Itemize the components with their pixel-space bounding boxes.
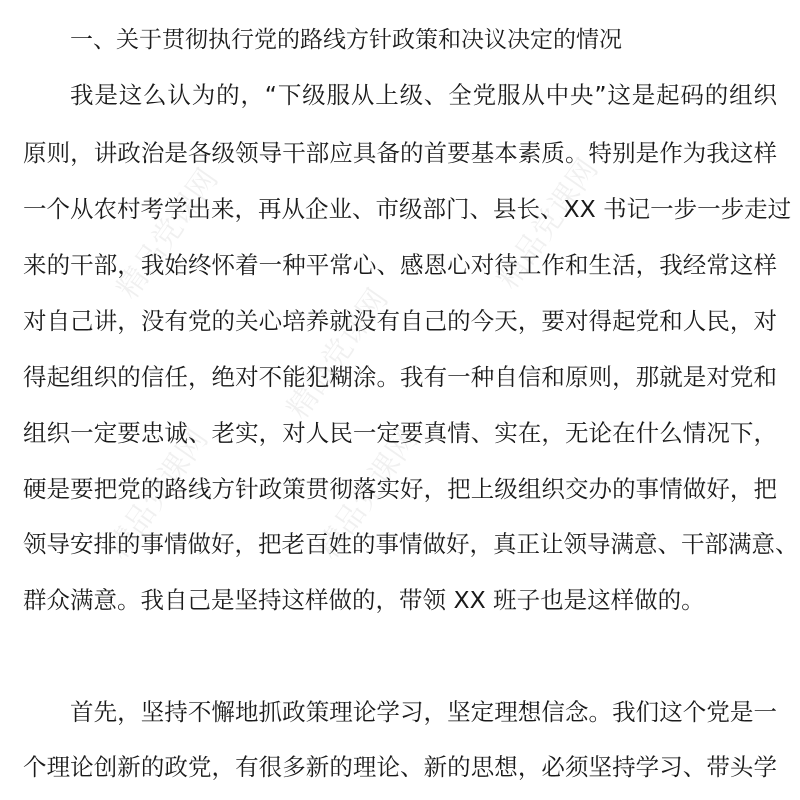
text-line: 组织一定要忠诚、老实，对人民一定要真情、实在，无论在什么情况下， <box>23 419 777 447</box>
text-line: 个理论创新的政党，有很多新的理论、新的思想，必须坚持学习、带头学 <box>23 753 777 781</box>
text-line: 原则，讲政治是各级领导干部应具备的首要基本素质。特别是作为我这样 <box>23 139 777 167</box>
text-line: 对自己讲，没有党的关心培养就没有自己的今天，要对得起党和人民，对 <box>23 307 777 335</box>
text-line: 领导安排的事情做好，把老百姓的事情做好，真正让领导满意、干部满意、 <box>23 530 799 558</box>
watermark: 精品党课网 <box>490 152 606 296</box>
text-line: 一个从农村考学出来，再从企业、市级部门、县长、XX 书记一步一步走过 <box>23 195 792 223</box>
text-line: 硬是要把党的路线方针政策贯彻落实好，把上级组织交办的事情做好，把 <box>23 475 777 503</box>
section-heading: 一、关于贯彻执行党的路线方针政策和决议决定的情况 <box>70 27 622 53</box>
text-line: 得起组织的信任，绝对不能犯糊涂。我有一种自信和原则，那就是对党和 <box>23 363 777 391</box>
text-line: 来的干部，我始终怀着一种平常心、感恩心对待工作和生活，我经常这样 <box>23 251 777 279</box>
watermark: 精品党课网 <box>100 422 216 566</box>
watermark: 精品党课网 <box>110 162 226 306</box>
text-line: 首先，坚持不懈地抓政策理论学习，坚定理想信念。我们这个党是一 <box>70 698 777 726</box>
watermark: 精品党课网 <box>310 422 426 566</box>
text-line: 我是这么认为的，“下级服从上级、全党服从中央”这是起码的组织 <box>70 81 777 109</box>
text-line: 群众满意。我自己是坚持这样做的，带领 XX 班子也是这样做的。 <box>23 586 705 614</box>
watermark: 精品党课网 <box>280 282 396 426</box>
